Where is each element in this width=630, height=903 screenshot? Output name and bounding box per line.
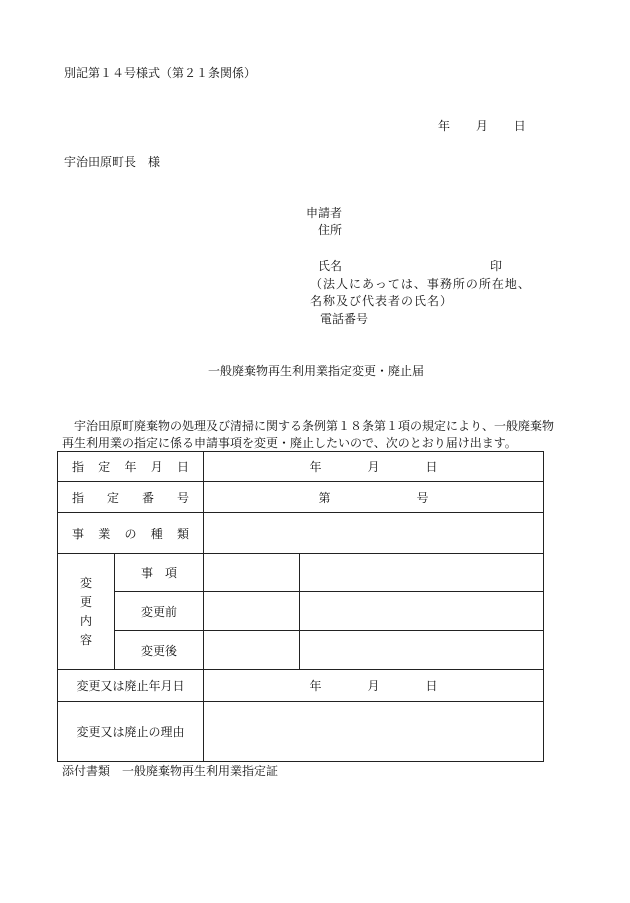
date-day-label: 日 <box>513 119 526 133</box>
change-abolish-date-field[interactable] <box>204 670 544 702</box>
change-abolish-date-label: 変更又は廃止年月日 <box>58 670 204 702</box>
designation-date-row <box>58 452 544 482</box>
designation-number-row <box>58 482 544 513</box>
corporate-note-line2: 名称及び代表者の氏名） <box>310 294 454 308</box>
designation-date-label: 指定年月日 <box>58 452 204 482</box>
change-contents-label <box>58 554 115 670</box>
designation-date-field[interactable] <box>204 452 544 482</box>
reason-row <box>58 702 544 762</box>
change-item-field-b[interactable] <box>300 554 544 592</box>
designation-day-label: 日 <box>425 460 438 474</box>
address-label: 住所 <box>318 223 343 237</box>
designation-number-field[interactable] <box>204 482 544 513</box>
corporate-note-line1: （法人にあっては、事務所の所在地、 <box>310 277 531 291</box>
submission-date <box>438 120 526 132</box>
designation-number-label: 指定番号 <box>58 482 204 513</box>
designation-year-label: 年 <box>309 460 322 474</box>
change-char-2: 更 <box>79 594 92 609</box>
abolish-month-label: 月 <box>367 679 380 693</box>
reason-field[interactable] <box>204 702 544 762</box>
abolish-year-label: 年 <box>309 679 322 693</box>
change-char-3: 内 <box>79 613 92 628</box>
change-item-field-a[interactable] <box>204 554 300 592</box>
change-char-1: 変 <box>79 575 92 590</box>
form-identifier: 別記第１４号様式（第２１条関係） <box>64 66 257 80</box>
business-type-field[interactable] <box>204 513 544 554</box>
abolish-day-label: 日 <box>425 679 438 693</box>
name-label: 氏名 <box>318 259 343 273</box>
number-suffix: 号 <box>416 490 429 505</box>
change-after-label: 変更後 <box>115 631 204 670</box>
designation-month-label: 月 <box>367 460 380 474</box>
business-type-row <box>58 513 544 554</box>
document-title: 一般廃棄物再生利用業指定変更・廃止届 <box>208 364 425 378</box>
change-char-4: 容 <box>79 632 92 647</box>
date-month-label: 月 <box>475 119 488 133</box>
applicant-label: 申請者 <box>306 206 343 220</box>
addressee: 宇治田原町長 様 <box>64 155 161 169</box>
business-type-label: 事業の種類 <box>58 513 204 554</box>
change-before-label: 変更前 <box>115 592 204 631</box>
reason-label: 変更又は廃止の理由 <box>58 702 204 762</box>
change-abolish-date-row <box>58 670 544 702</box>
change-after-field-b[interactable] <box>300 631 544 670</box>
change-after-field-a[interactable] <box>204 631 300 670</box>
change-item-label: 事 項 <box>115 554 204 592</box>
date-year-label: 年 <box>438 119 451 133</box>
phone-label: 電話番号 <box>320 312 369 326</box>
change-before-field-b[interactable] <box>300 592 544 631</box>
body-paragraph: 宇治田原町廃棄物の処理及び清掃に関する条例第１８条第１項の規定により、一般廃棄物再生利用業の指定に係る申請事項を変更・廃止したいので、次のとおり届け出ます。 <box>62 419 555 450</box>
change-item-row <box>58 554 544 592</box>
seal-mark: 印 <box>490 259 503 273</box>
change-after-row <box>58 631 544 670</box>
change-before-row <box>58 592 544 631</box>
number-prefix: 第 <box>318 490 331 505</box>
notification-form-table <box>57 451 544 762</box>
change-before-field-a[interactable] <box>204 592 300 631</box>
attachment-note: 添付書類 一般廃棄物再生利用業指定証 <box>62 764 279 778</box>
